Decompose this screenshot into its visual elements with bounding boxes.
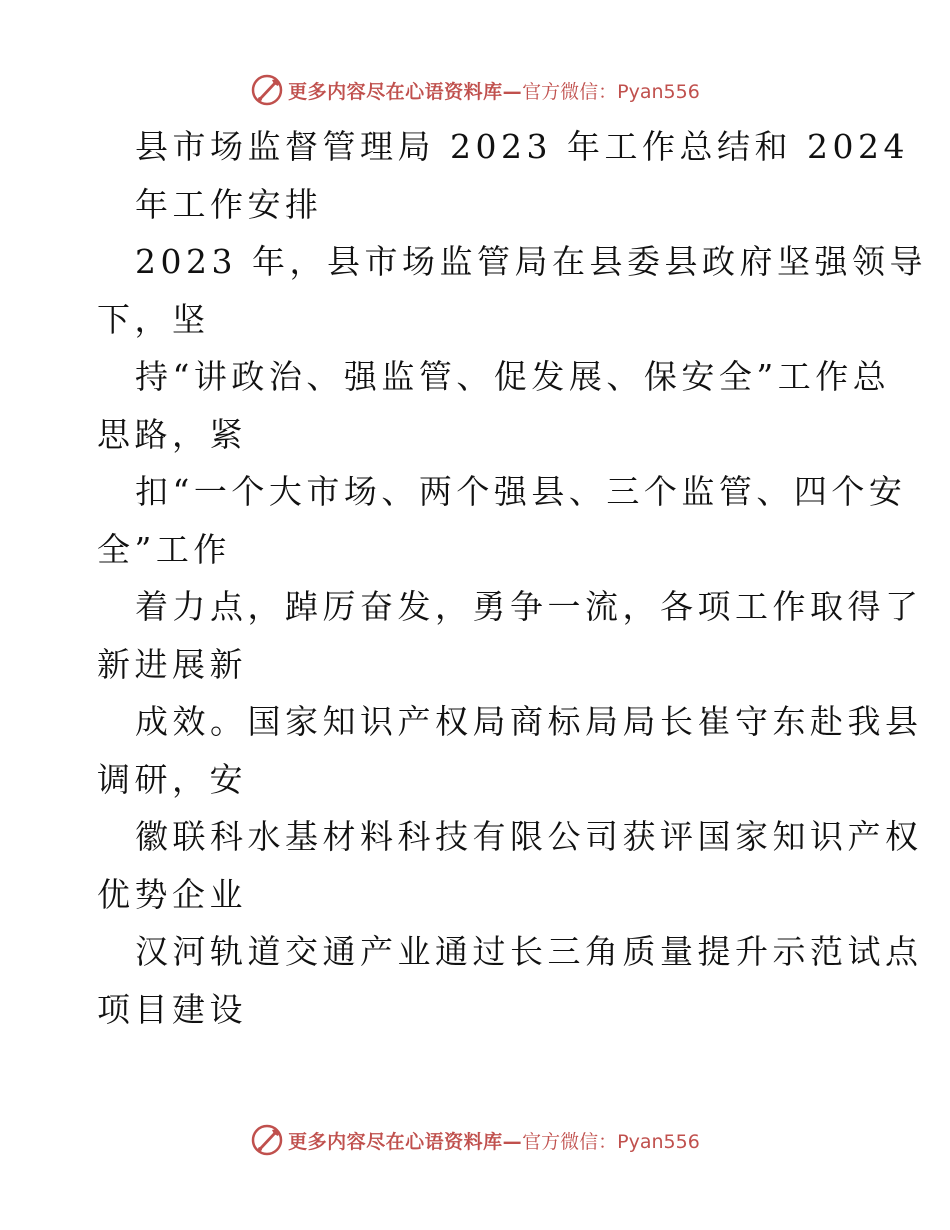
header-watermark <box>0 70 950 110</box>
watermark-wechat: 官方微信：Pyan556 <box>522 1130 700 1153</box>
watermark-text: 更多内容尽在心语资料库— <box>288 80 523 103</box>
title-line-1: 县市场监督管理局 2023 年工作总结和 2024 <box>135 127 909 166</box>
paragraph-line: 扣“一个大市场、两个强县、三个监管、四个安 <box>135 472 907 511</box>
title-line-2: 年工作安排 <box>135 184 323 224</box>
footer-watermark <box>0 1120 950 1160</box>
paragraph-line: 汉河轨道交通产业通过长三角质量提升示范试点 <box>135 932 923 971</box>
watermark-text: 更多内容尽在心语资料库— <box>288 1130 523 1153</box>
quill-logo-icon <box>250 1123 284 1157</box>
paragraph-line: 下，坚 <box>97 299 210 339</box>
paragraph-line: 优势企业 <box>97 874 247 914</box>
quill-logo-icon <box>250 73 284 107</box>
paragraph-line: 思路，紧 <box>97 414 247 454</box>
paragraph-line: 项目建设 <box>97 989 247 1029</box>
paragraph-line: 成效。国家知识产权局商标局局长崔守东赴我县 <box>135 702 923 741</box>
paragraph-line: 2023 年，县市场监管局在县委县政府坚强领导 <box>135 242 927 281</box>
paragraph-line: 着力点，踔厉奋发，勇争一流，各项工作取得了 <box>135 587 923 626</box>
paragraph-line: 调研，安 <box>97 759 247 799</box>
watermark-wechat: 官方微信：Pyan556 <box>522 80 700 103</box>
document-body <box>97 118 927 1038</box>
paragraph-line: 徽联科水基材料科技有限公司获评国家知识产权 <box>135 817 923 856</box>
paragraph-line: 全”工作 <box>97 529 231 569</box>
paragraph-line: 持“讲政治、强监管、促发展、保安全”工作总 <box>135 357 891 396</box>
paragraph-line: 新进展新 <box>97 644 247 684</box>
